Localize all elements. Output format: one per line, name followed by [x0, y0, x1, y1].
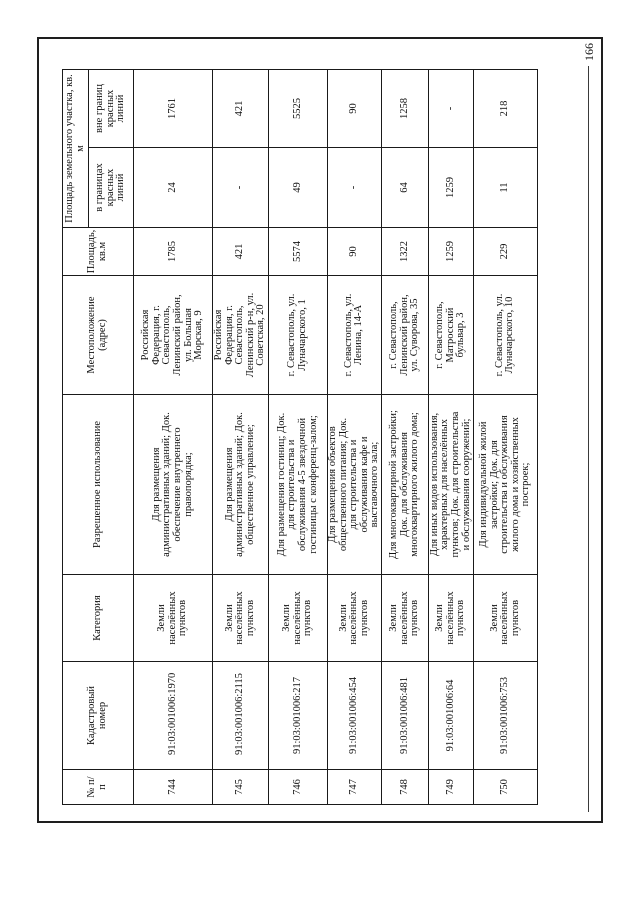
- area-outside-red-lines-cell: 1258: [381, 69, 428, 147]
- land-plot-table-container: [62, 70, 532, 805]
- area-cell: 90: [328, 228, 382, 276]
- header-number: № п/п: [63, 770, 134, 805]
- location-cell: Российская Федерация, г. Севастополь, Ленинский р-н, ул. Советская, 20: [213, 276, 269, 395]
- area-outside-red-lines-cell: 5525: [269, 69, 328, 147]
- header-outside-red-lines: вне границ красных линий: [89, 69, 134, 147]
- table-header-row: [63, 69, 89, 804]
- area-within-red-lines-cell: -: [213, 148, 269, 228]
- area-within-red-lines-cell: 1259: [428, 148, 473, 228]
- area-outside-red-lines-cell: 1761: [134, 69, 213, 147]
- permitted-use-cell: Для размещения административных зданий; Док. обеспечение внутреннего правопорядка;: [134, 395, 213, 575]
- area-outside-red-lines-cell: -: [428, 69, 473, 147]
- row-number-cell: 749: [428, 770, 473, 805]
- area-cell: 1259: [428, 228, 473, 276]
- header-cadastral-number: Кадастровый номер: [63, 662, 134, 770]
- area-cell: 5574: [269, 228, 328, 276]
- location-cell: Российская Федерация, г. Севастополь, Ленинский район, ул. Большая Морская, 9: [134, 276, 213, 395]
- location-cell: г. Севастополь, ул. Луначарского, 10: [473, 276, 537, 395]
- row-number-cell: 746: [269, 770, 328, 805]
- permitted-use-cell: Для иных видов использования, характерных для населённых пунктов; Док. для строительства и обслуживания сооружений;: [428, 395, 473, 575]
- category-cell: Земли населённых пунктов: [269, 575, 328, 662]
- cadastral-number-cell: 91:03:001006:217: [269, 662, 328, 770]
- area-within-red-lines-cell: 49: [269, 148, 328, 228]
- header-within-red-lines: в границах красных линий: [89, 148, 134, 228]
- area-cell: 1785: [134, 228, 213, 276]
- row-number-cell: 747: [328, 770, 382, 805]
- area-within-red-lines-cell: 24: [134, 148, 213, 228]
- area-outside-red-lines-cell: 90: [328, 69, 382, 147]
- area-within-red-lines-cell: -: [328, 148, 382, 228]
- row-number-cell: 748: [381, 770, 428, 805]
- area-within-red-lines-cell: 11: [473, 148, 537, 228]
- header-permitted-use: Разрешенное использование: [63, 395, 134, 575]
- permitted-use-cell: Для размещения объектов общественного питания; Док. для строительства и обслуживания кафе и выставочного зала;: [328, 395, 382, 575]
- cadastral-number-cell: 91:03:001006:481: [381, 662, 428, 770]
- land-plot-table: [62, 69, 538, 805]
- header-area: Площадь, кв.м: [63, 228, 134, 276]
- category-cell: Земли населённых пунктов: [473, 575, 537, 662]
- permitted-use-cell: Для размещения гостиниц; Док. для строительства и обслуживания 4-5 звездочной гостиницы с конференц-залом;: [269, 395, 328, 575]
- location-cell: г. Севастополь, ул. Ленина, 14-А: [328, 276, 382, 395]
- area-outside-red-lines-cell: 218: [473, 69, 537, 147]
- cadastral-number-cell: 91:03:001006:64: [428, 662, 473, 770]
- table-row: [134, 69, 213, 804]
- cadastral-number-cell: 91:03:001006:2115: [213, 662, 269, 770]
- table-row: [381, 69, 428, 804]
- area-within-red-lines-cell: 64: [381, 148, 428, 228]
- table-row: [328, 69, 382, 804]
- cadastral-number-cell: 91:03:001006:1970: [134, 662, 213, 770]
- category-cell: Земли населённых пунктов: [428, 575, 473, 662]
- table-row: [269, 69, 328, 804]
- row-number-cell: 750: [473, 770, 537, 805]
- table-row: [428, 69, 473, 804]
- table-row: [473, 69, 537, 804]
- location-cell: г. Севастополь, Ленинский район, ул. Суворова, 35: [381, 276, 428, 395]
- header-rule: [588, 66, 589, 812]
- area-outside-red-lines-cell: 421: [213, 69, 269, 147]
- cadastral-number-cell: 91:03:001006:454: [328, 662, 382, 770]
- permitted-use-cell: Для многоквартирной застройки; Док. для обслуживания многоквартирного жилого дома;: [381, 395, 428, 575]
- location-cell: г. Севастополь, ул. Луначарского, 1: [269, 276, 328, 395]
- area-cell: 1322: [381, 228, 428, 276]
- permitted-use-cell: Для индивидуальной жилой застройки; Док. для строительства и обслуживания жилого дома и хозяйственных построек;: [473, 395, 537, 575]
- header-location: Местоположение (адрес): [63, 276, 134, 395]
- cadastral-number-cell: 91:03:001006:753: [473, 662, 537, 770]
- page-number: 166: [582, 43, 596, 61]
- category-cell: Земли населённых пунктов: [381, 575, 428, 662]
- category-cell: Земли населённых пунктов: [134, 575, 213, 662]
- area-cell: 229: [473, 228, 537, 276]
- row-number-cell: 745: [213, 770, 269, 805]
- category-cell: Земли населённых пунктов: [213, 575, 269, 662]
- permitted-use-cell: Для размещения административных зданий; Док. общественное управление;: [213, 395, 269, 575]
- location-cell: г. Севастополь, Матросский бульвар, 3: [428, 276, 473, 395]
- row-number-cell: 744: [134, 770, 213, 805]
- area-cell: 421: [213, 228, 269, 276]
- header-plot-area: Площадь земельного участка, кв. м: [63, 69, 89, 227]
- header-category: Категория: [63, 575, 134, 662]
- table-row: [213, 69, 269, 804]
- category-cell: Земли населённых пунктов: [328, 575, 382, 662]
